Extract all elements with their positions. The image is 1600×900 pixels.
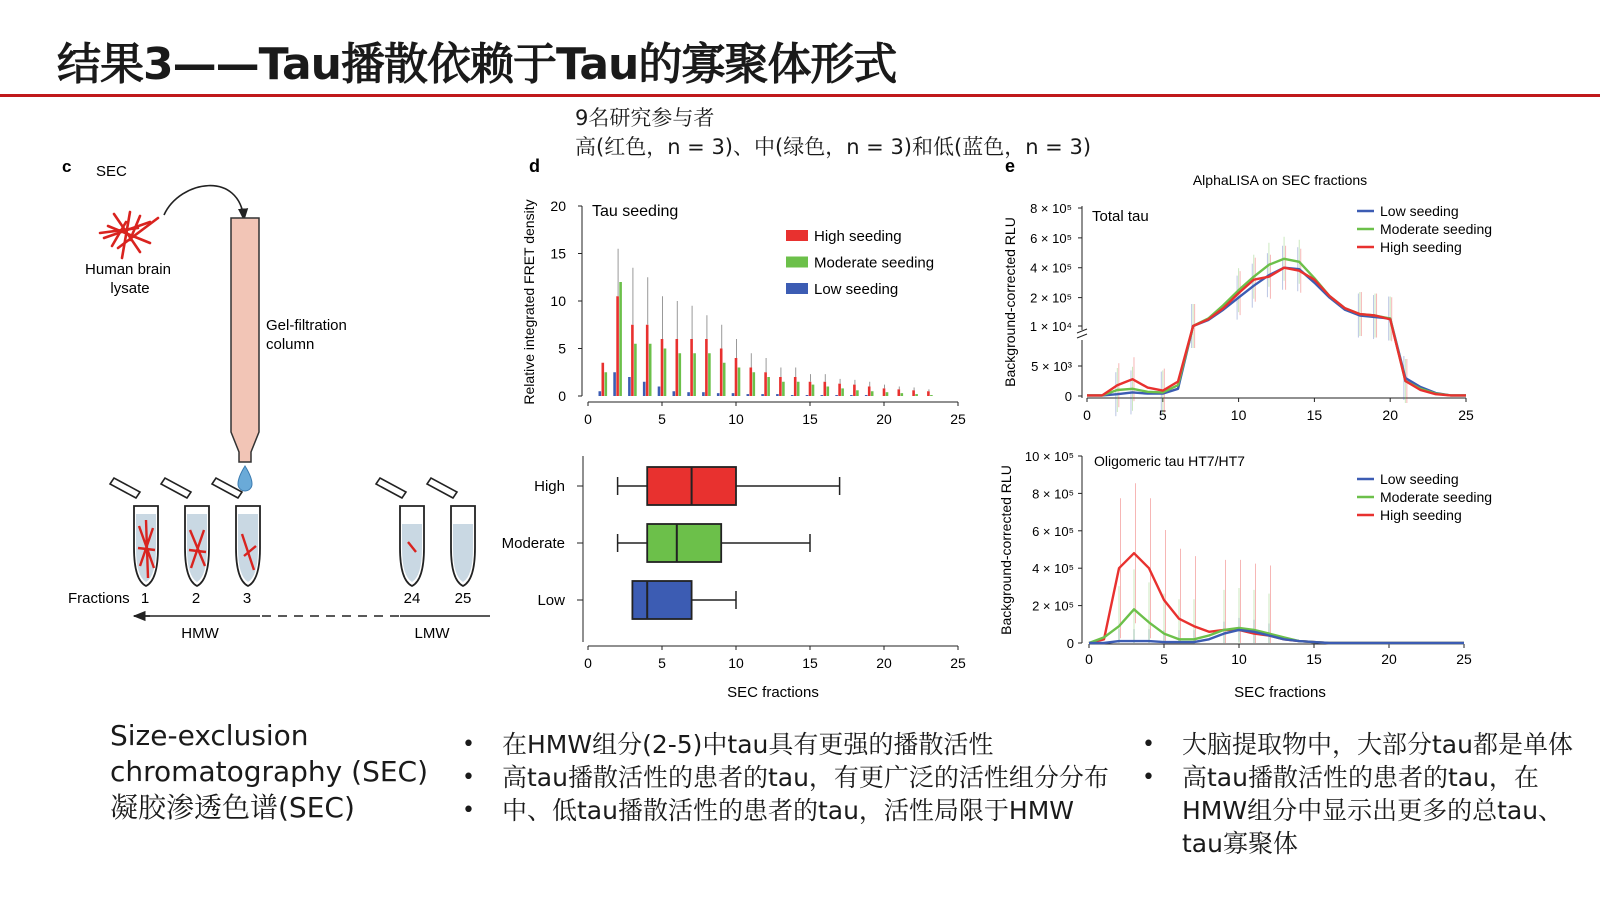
fraction-num-24: 24: [403, 590, 421, 607]
y-axis-label: Background-corrected RLU: [1002, 217, 1018, 387]
x-tick-label: 20: [876, 411, 892, 427]
y-axis-label: Relative integrated FRET density: [521, 199, 537, 405]
line-low: [1087, 268, 1466, 396]
bar-high: [883, 388, 886, 396]
lmw-label: LMW: [414, 625, 450, 642]
sec-desc-line-3: 凝胶渗透色谱(SEC): [110, 791, 355, 824]
bar-high: [720, 349, 723, 397]
x-tick-label: 0: [584, 411, 592, 427]
bar-high: [750, 368, 753, 397]
y-tick-label: 8 × 10⁵: [1030, 201, 1072, 216]
bar-high: [838, 384, 841, 396]
y-tick-label: 8 × 10⁵: [1032, 486, 1074, 502]
bar-high: [868, 387, 871, 397]
x-tick-label: 0: [1083, 407, 1091, 423]
participants-line-2: 高(红色，n = 3)、中(绿色，n = 3)和低(蓝色，n = 3): [575, 135, 1092, 159]
y-tick-label: 4 × 10⁵: [1032, 561, 1074, 577]
x-tick-label: 10: [1230, 407, 1247, 423]
chart-tau-seeding-bars: [521, 198, 966, 427]
chart-title: AlphaLISA on SEC fractions: [1192, 172, 1368, 188]
y-tick-label: 10: [550, 293, 566, 309]
panel-d-letter: d: [529, 156, 540, 176]
bar-low: [658, 387, 661, 397]
bar-low: [865, 395, 868, 396]
y-tick-label: 2 × 10⁵: [1030, 290, 1072, 306]
x-axis-label: SEC fractions: [1234, 684, 1326, 701]
tube-fraction-2: [161, 478, 209, 586]
y-tick-label: 5 × 10³: [1031, 359, 1072, 374]
bar-moderate: [797, 382, 800, 396]
box-category-label: Low: [537, 592, 565, 609]
x-tick-label: 20: [876, 655, 892, 671]
findings-list-middle: [460, 728, 1109, 827]
line-high: [1089, 553, 1464, 643]
bar-high: [824, 382, 827, 396]
bar-high: [809, 382, 812, 396]
box-category-label: High: [534, 478, 565, 495]
brain-lysate-icon: [100, 212, 158, 258]
legend-swatch: [786, 257, 808, 268]
x-tick-label: 25: [1456, 651, 1472, 667]
bar-moderate: [649, 344, 652, 396]
bar-moderate: [930, 395, 933, 396]
bar-low: [673, 391, 676, 396]
bar-moderate: [782, 382, 785, 396]
panel-c-sec-schematic: [62, 157, 490, 642]
x-tick-label: 10: [1231, 651, 1247, 667]
fraction-num-2: 2: [191, 590, 201, 607]
y-tick-label: 2 × 10⁵: [1032, 598, 1074, 614]
box-moderate: [647, 524, 721, 562]
hmw-label: HMW: [181, 625, 219, 642]
legend-label: Low seeding: [814, 281, 899, 298]
bar-low: [791, 395, 794, 396]
finding-item: • 中、低tau播散活性的患者的tau，活性局限于HMW: [460, 794, 1109, 827]
bar-moderate: [812, 385, 815, 396]
axis-break-mark: [1077, 334, 1087, 338]
bar-high: [602, 363, 605, 396]
chart-oligomeric-tau-lines: [998, 449, 1492, 701]
bar-low: [732, 393, 735, 396]
x-tick-label: 0: [584, 655, 592, 671]
bar-high: [927, 391, 930, 396]
chart-annotation: Oligomeric tau HT7/HT7: [1094, 453, 1245, 469]
bar-high: [853, 385, 856, 396]
lysate-label-2: lysate: [110, 280, 150, 297]
sec-desc-line-2: chromatography (SEC): [110, 755, 429, 788]
bar-moderate: [753, 372, 756, 396]
x-tick-label: 5: [658, 411, 666, 427]
bar-low: [643, 382, 646, 396]
x-tick-label: 25: [1458, 407, 1474, 423]
transfer-arrow: [164, 186, 244, 220]
y-tick-label: 1 × 10⁴: [1029, 319, 1072, 334]
x-tick-label: 20: [1381, 651, 1397, 667]
bar-high: [898, 389, 901, 396]
box-low: [632, 581, 691, 619]
y-tick-label: 15: [550, 245, 566, 262]
tube-fraction-1: [110, 478, 158, 586]
legend-swatch: [786, 230, 808, 241]
bar-high: [646, 325, 649, 396]
bar-low: [806, 395, 809, 396]
tube-fraction-24: [376, 478, 424, 586]
x-tick-label: 5: [658, 655, 666, 671]
legend-label: Low seeding: [1380, 471, 1459, 487]
x-tick-label: 5: [1160, 651, 1168, 667]
bar-moderate: [856, 390, 859, 396]
bar-moderate: [605, 372, 608, 396]
fraction-num-1: 1: [140, 590, 150, 607]
legend-label: Low seeding: [1380, 203, 1459, 219]
y-tick-label: 10 × 10⁵: [1024, 449, 1074, 464]
x-tick-label: 15: [802, 411, 818, 427]
column-label-2: column: [266, 336, 315, 353]
line-high: [1087, 268, 1466, 396]
bar-low: [835, 395, 838, 396]
y-tick-label: 0: [1066, 636, 1074, 651]
bar-low: [613, 372, 616, 396]
x-tick-label: 15: [802, 655, 818, 671]
y-axis-label: Background-corrected RLU: [998, 465, 1014, 635]
tube-fraction-3: [212, 478, 260, 586]
bar-high: [661, 339, 664, 396]
bar-low: [599, 391, 602, 396]
bar-low: [761, 394, 764, 396]
bar-high: [735, 358, 738, 396]
bar-moderate: [871, 391, 874, 396]
column-label-1: Gel-filtration: [266, 317, 347, 334]
bar-moderate: [738, 368, 741, 397]
x-axis-label: SEC fractions: [727, 684, 819, 701]
fraction-num-3: 3: [242, 590, 252, 607]
panel-e-letter: e: [1005, 156, 1016, 176]
y-tick-label: 0: [1064, 389, 1072, 404]
bar-high: [616, 296, 619, 396]
y-tick-label: 4 × 10⁵: [1030, 260, 1072, 276]
bar-low: [702, 392, 705, 396]
bar-high: [676, 339, 679, 396]
y-tick-label: 20: [550, 198, 566, 214]
bar-low: [747, 394, 750, 396]
x-tick-label: 15: [1306, 407, 1323, 423]
x-tick-label: 0: [1085, 651, 1093, 667]
tube-fraction-25: [427, 478, 475, 586]
legend-label: Moderate seeding: [1380, 221, 1493, 237]
bar-moderate: [619, 282, 622, 396]
line-low: [1089, 630, 1464, 643]
legend-label: High seeding: [1380, 507, 1462, 523]
bar-high: [764, 372, 767, 396]
x-tick-label: 20: [1382, 407, 1398, 423]
findings-list-right: [1140, 728, 1595, 860]
chart-total-tau-lines: [1002, 172, 1492, 423]
bar-moderate: [679, 353, 682, 396]
bar-high: [690, 339, 693, 396]
gel-filtration-column: [231, 218, 259, 462]
bar-high: [794, 377, 797, 396]
bar-high: [912, 390, 915, 396]
x-tick-label: 5: [1158, 407, 1167, 423]
lysate-label-1: Human brain: [85, 261, 171, 278]
x-tick-label: 25: [950, 411, 966, 427]
drop-icon: [238, 466, 252, 491]
bar-low: [717, 393, 720, 396]
bar-high: [779, 377, 782, 396]
bar-low: [687, 392, 690, 396]
sec-description: [110, 718, 428, 826]
bar-low: [850, 395, 853, 396]
bar-moderate: [767, 377, 770, 396]
bar-high: [631, 325, 634, 396]
chart-title: Tau seeding: [592, 203, 679, 220]
bar-moderate: [886, 392, 889, 396]
slide-title: 结果3——Tau播散依赖于Tau的寡聚体形式: [57, 39, 897, 90]
sec-desc-line-1: Size-exclusion: [110, 719, 309, 752]
legend-swatch: [786, 283, 808, 294]
legend-label: Moderate seeding: [1380, 489, 1493, 505]
bar-moderate: [841, 388, 844, 396]
bar-moderate: [901, 393, 904, 396]
bar-moderate: [723, 363, 726, 396]
participants-line-1: 9名研究参与者: [575, 106, 715, 130]
legend-label: High seeding: [814, 228, 902, 245]
y-tick-label: 6 × 10⁵: [1032, 523, 1074, 539]
finding-item: • 高tau播散活性的患者的tau，有更广泛的活性组分分布: [460, 761, 1109, 794]
sec-label: SEC: [96, 163, 127, 180]
line-moderate: [1087, 259, 1466, 396]
bar-moderate: [634, 344, 637, 396]
x-tick-label: 15: [1306, 651, 1322, 667]
bar-moderate: [708, 353, 711, 396]
panel-c-letter: c: [62, 157, 72, 176]
x-tick-label: 10: [728, 411, 744, 427]
fractions-label: Fractions: [68, 590, 130, 607]
chart-annotation: Total tau: [1092, 208, 1149, 225]
box-category-label: Moderate: [501, 535, 565, 552]
finding-item: • 高tau播散活性的患者的tau，在HMW组分中显示出更多的总tau、tau寡聚体: [1140, 761, 1595, 860]
bar-low: [821, 395, 824, 396]
bar-high: [705, 339, 708, 396]
x-tick-label: 25: [950, 655, 966, 671]
bar-moderate: [693, 353, 696, 396]
chart-seeding-boxplot: [502, 456, 966, 701]
y-tick-label: 6 × 10⁵: [1030, 230, 1072, 246]
y-tick-label: 0: [558, 388, 566, 404]
y-tick-label: 5: [558, 340, 566, 357]
legend-label: Moderate seeding: [814, 254, 935, 272]
legend-label: High seeding: [1380, 239, 1462, 255]
bar-low: [776, 394, 779, 396]
bar-low: [628, 377, 631, 396]
finding-item: • 在HMW组分(2-5)中tau具有更强的播散活性: [460, 728, 1109, 761]
fraction-num-25: 25: [454, 590, 472, 607]
x-tick-label: 10: [728, 655, 744, 671]
bar-moderate: [827, 387, 830, 397]
bar-moderate: [915, 394, 918, 396]
bar-moderate: [664, 349, 667, 397]
finding-item: • 大脑提取物中，大部分tau都是单体: [1140, 728, 1595, 761]
